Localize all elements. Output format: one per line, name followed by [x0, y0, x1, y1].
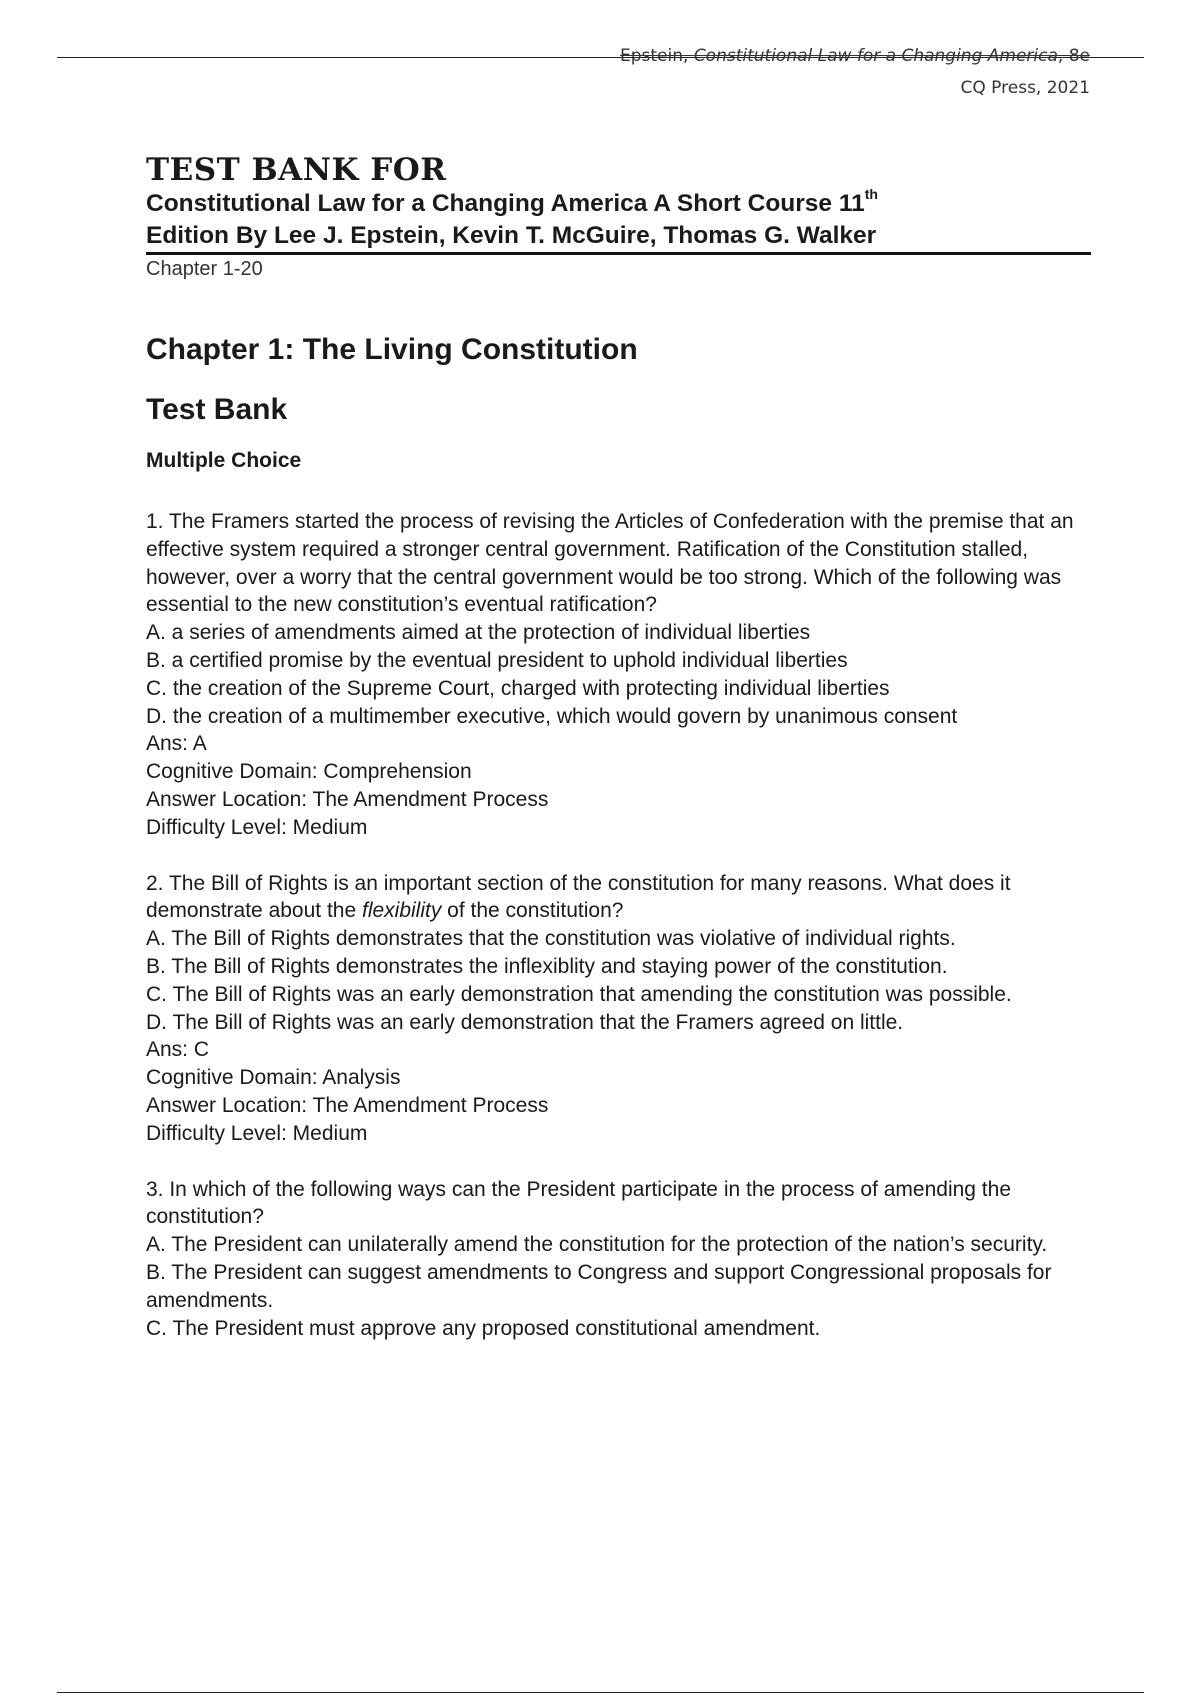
citation-author: Epstein, — [619, 46, 694, 66]
chapter-range: Chapter 1-20 — [146, 258, 263, 280]
answer: Ans: C — [146, 1038, 210, 1062]
question-1 — [146, 508, 1096, 842]
cognitive-domain: Cognitive Domain: Analysis — [146, 1066, 401, 1090]
option-b: B. a certified promise by the eventual president to uphold individual liberties — [146, 648, 848, 672]
option-c: C. The President must approve any proposed constitutional amendment. — [146, 1316, 821, 1340]
test-bank-label: TEST BANK FOR — [146, 152, 447, 188]
question-stem-italic: flexibility — [361, 899, 442, 923]
document-body — [146, 152, 1096, 1342]
answer-location: Answer Location: The Amendment Process — [146, 1093, 549, 1117]
option-a: A. a series of amendments aimed at the protection of individual liberties — [146, 621, 811, 645]
option-a: A. The Bill of Rights demonstrates that the constitution was violative of individual rights. — [146, 927, 956, 951]
difficulty-level: Difficulty Level: Medium — [146, 1121, 368, 1145]
book-title — [146, 188, 1091, 255]
footer-rule — [57, 1692, 1144, 1693]
option-a: A. The President can unilaterally amend the constitution for the protection of the nation’s security. — [146, 1233, 1048, 1257]
header-publisher: CQ Press, 2021 — [960, 78, 1090, 98]
option-c: C. The Bill of Rights was an early demonstration that amending the constitution was possible. — [146, 982, 1012, 1006]
question-stem-before: 2. The Bill of Rights is an important section of the constitution for many reasons. What does it demonstrate about the — [146, 871, 1011, 923]
question-stem — [146, 870, 1096, 926]
question-stem: 3. In which of the following ways can the President participate in the process of amending the constitution? — [146, 1177, 1011, 1229]
question-stem: 1. The Framers started the process of revising the Articles of Confederation with the premise that an effective system required a stronger central government. Ratification of the Constitution stalled, however, over a worry that the central government would be too strong. Which of the following was essential to the new constitution’s eventual ratification? — [146, 510, 1074, 617]
book-title-line1: Constitutional Law for a Changing America A Short Course 11 — [146, 190, 865, 217]
question-3 — [146, 1176, 1096, 1343]
cognitive-domain: Cognitive Domain: Comprehension — [146, 760, 472, 784]
option-d: D. The Bill of Rights was an early demonstration that the Framers agreed on little. — [146, 1010, 904, 1034]
difficulty-level: Difficulty Level: Medium — [146, 815, 368, 839]
answer: Ans: A — [146, 732, 207, 756]
citation-edition: , 8e — [1057, 46, 1090, 66]
header-citation — [620, 47, 1090, 66]
question-stem-after: of the constitution? — [441, 899, 624, 923]
subsection-title: Multiple Choice — [146, 449, 302, 472]
citation-title: Constitutional Law for a Changing America — [693, 46, 1058, 66]
answer-location: Answer Location: The Amendment Process — [146, 787, 549, 811]
question-2 — [146, 870, 1096, 1148]
book-title-superscript: th — [864, 186, 878, 202]
option-b: B. The President can suggest amendments to Congress and support Congressional proposals for amendments. — [146, 1260, 1052, 1312]
option-d: D. the creation of a multimember executive, which would govern by unanimous consent — [146, 704, 958, 728]
book-title-line2: Edition By Lee J. Epstein, Kevin T. McGuire, Thomas G. Walker — [146, 222, 877, 249]
chapter-title: Chapter 1: The Living Constitution — [146, 333, 638, 366]
section-title: Test Bank — [146, 393, 288, 426]
option-b: B. The Bill of Rights demonstrates the inflexiblity and staying power of the constitution. — [146, 954, 948, 978]
option-c: C. the creation of the Supreme Court, charged with protecting individual liberties — [146, 676, 890, 700]
